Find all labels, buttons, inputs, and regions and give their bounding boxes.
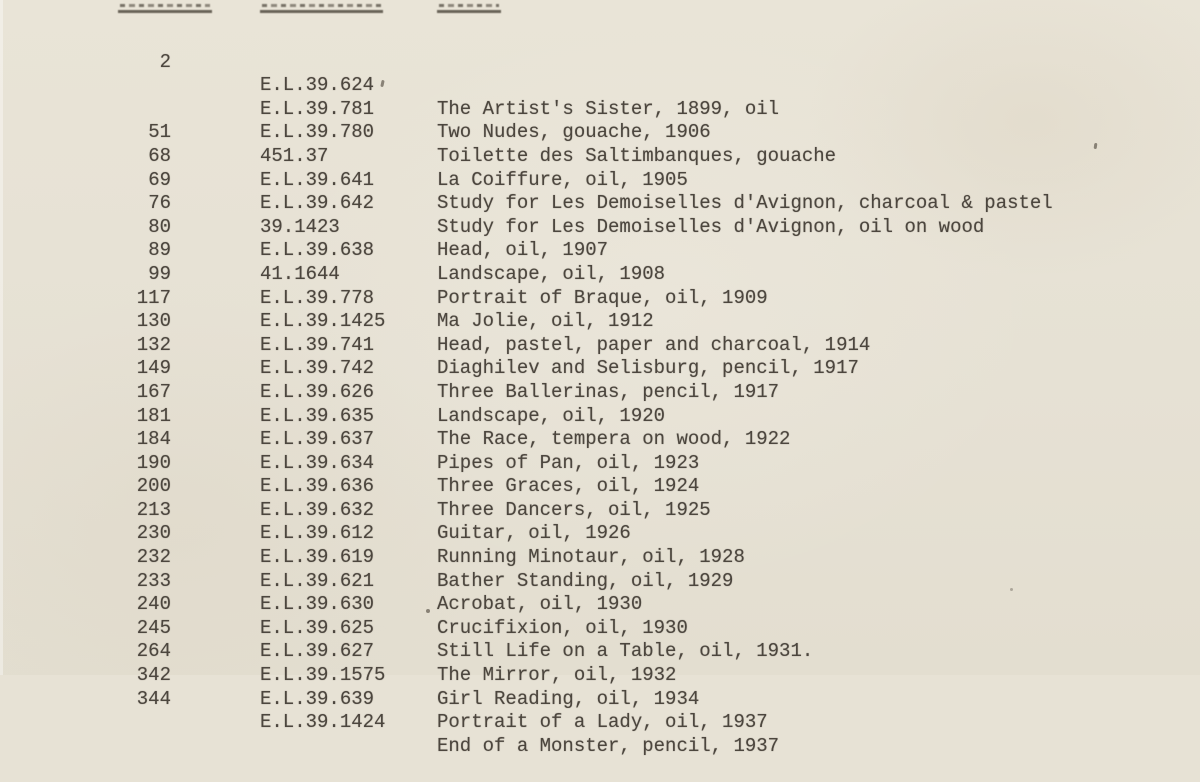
catalog-number: 213 bbox=[136, 498, 171, 521]
accession-number: E.L.39.641 bbox=[260, 168, 375, 191]
catalog-number: 245 bbox=[136, 616, 171, 639]
accession-number: E.L.39.781 bbox=[260, 97, 375, 120]
artwork-title: Acrobat, oil, 1930 bbox=[437, 593, 643, 616]
artwork-title: Study for Les Demoiselles d'Avignon, charcoal & pastel bbox=[437, 192, 1053, 215]
catalog-number: 76 bbox=[148, 192, 171, 215]
cutoff-column-header-underline-2 bbox=[260, 0, 383, 13]
catalog-number: 51 bbox=[148, 121, 171, 144]
artwork-title: Portrait of Braque, oil, 1909 bbox=[437, 286, 768, 309]
artwork-title: Guitar, oil, 1926 bbox=[437, 522, 631, 545]
artwork-title: La Coiffure, oil, 1905 bbox=[437, 168, 688, 191]
accession-number: E.L.39.741 bbox=[260, 333, 375, 356]
accession-number: E.L.39.612 bbox=[260, 522, 375, 545]
accession-number: E.L.39.742 bbox=[260, 357, 375, 380]
catalog-number: 232 bbox=[136, 546, 171, 569]
accession-number: 451.37 bbox=[260, 144, 329, 167]
catalog-number: 264 bbox=[136, 640, 171, 663]
artwork-title: Running Minotaur, oil, 1928 bbox=[437, 546, 745, 569]
artwork-title: The Mirror, oil, 1932 bbox=[437, 664, 677, 687]
catalog-number: 233 bbox=[136, 569, 171, 592]
cutoff-column-header-underline-1 bbox=[118, 0, 212, 13]
accession-number: E.L.39.621 bbox=[260, 569, 375, 592]
catalog-number: 149 bbox=[136, 357, 171, 380]
catalog-number: 190 bbox=[136, 451, 171, 474]
catalog-number: 240 bbox=[136, 593, 171, 616]
accession-number: E.L.39.636 bbox=[260, 475, 375, 498]
accession-number: E.L.39.630 bbox=[260, 593, 375, 616]
catalog-number: 342 bbox=[136, 664, 171, 687]
artwork-title: Portrait of a Lady, oil, 1937 bbox=[437, 711, 768, 734]
catalog-number: 2 bbox=[159, 50, 171, 73]
artwork-title: Bather Standing, oil, 1929 bbox=[437, 569, 734, 592]
accession-number: E.L.39.1424 bbox=[260, 711, 386, 734]
catalog-number: 89 bbox=[148, 239, 171, 262]
catalog-number: 68 bbox=[148, 144, 171, 167]
accession-number: E.L.39.642 bbox=[260, 192, 375, 215]
accession-number: E.L.39.780 bbox=[260, 121, 375, 144]
catalog-number: 99 bbox=[148, 262, 171, 285]
catalog-number: 130 bbox=[136, 310, 171, 333]
accession-number: E.L.39.638 bbox=[260, 239, 375, 262]
artwork-title: The Race, tempera on wood, 1922 bbox=[437, 428, 791, 451]
accession-number: E.L.39.627 bbox=[260, 640, 375, 663]
artwork-title: Three Dancers, oil, 1925 bbox=[437, 498, 711, 521]
artwork-title: Study for Les Demoiselles d'Avignon, oil on wood bbox=[437, 215, 985, 238]
artwork-title: Girl Reading, oil, 1934 bbox=[437, 687, 700, 710]
artwork-title: Toilette des Saltimbanques, gouache bbox=[437, 144, 837, 167]
catalog-number: 69 bbox=[148, 168, 171, 191]
artwork-title: Landscape, oil, 1920 bbox=[437, 404, 666, 427]
accession-number: E.L.39.1575 bbox=[260, 664, 386, 687]
artwork-title: End of a Monster, pencil, 1937 bbox=[437, 734, 780, 757]
accession-number: E.L.39.624 bbox=[260, 74, 375, 97]
catalog-list bbox=[0, 27, 1200, 757]
accession-number: E.L.39.637 bbox=[260, 428, 375, 451]
ink-speck bbox=[1010, 588, 1013, 591]
accession-number: E.L.39.619 bbox=[260, 546, 375, 569]
catalog-number: 80 bbox=[148, 215, 171, 238]
catalog-number: 230 bbox=[136, 522, 171, 545]
artwork-title: Ma Jolie, oil, 1912 bbox=[437, 310, 654, 333]
cutoff-column-header-underline-3 bbox=[437, 0, 501, 13]
catalog-number: 132 bbox=[136, 333, 171, 356]
artwork-title: Head, pastel, paper and charcoal, 1914 bbox=[437, 333, 871, 356]
accession-number: E.L.39.1425 bbox=[260, 310, 386, 333]
artwork-title: Three Graces, oil, 1924 bbox=[437, 475, 700, 498]
accession-number: E.L.39.635 bbox=[260, 404, 375, 427]
accession-number: E.L.39.778 bbox=[260, 286, 375, 309]
accession-number: E.L.39.626 bbox=[260, 380, 375, 403]
accession-number: E.L.39.639 bbox=[260, 687, 375, 710]
ink-speck bbox=[426, 609, 430, 613]
artwork-title: The Artist's Sister, 1899, oil bbox=[437, 97, 780, 120]
accession-number: 41.1644 bbox=[260, 262, 340, 285]
catalog-number: 184 bbox=[136, 428, 171, 451]
accession-number: E.L.39.634 bbox=[260, 451, 375, 474]
catalog-number: 117 bbox=[136, 286, 171, 309]
accession-number: E.L.39.632 bbox=[260, 498, 375, 521]
artwork-title: Three Ballerinas, pencil, 1917 bbox=[437, 380, 780, 403]
artwork-title: Two Nudes, gouache, 1906 bbox=[437, 121, 711, 144]
catalog-number: 167 bbox=[136, 380, 171, 403]
artwork-title: Diaghilev and Selisburg, pencil, 1917 bbox=[437, 357, 859, 380]
artwork-title: Still Life on a Table, oil, 1931. bbox=[437, 640, 814, 663]
catalog-number: 200 bbox=[136, 475, 171, 498]
catalog-number: 344 bbox=[136, 687, 171, 710]
accession-number: 39.1423 bbox=[260, 215, 340, 238]
artwork-title: Pipes of Pan, oil, 1923 bbox=[437, 451, 700, 474]
artwork-title: Head, oil, 1907 bbox=[437, 239, 609, 262]
artwork-title: Crucifixion, oil, 1930 bbox=[437, 616, 688, 639]
accession-number: E.L.39.625 bbox=[260, 616, 375, 639]
artwork-title: Landscape, oil, 1908 bbox=[437, 262, 666, 285]
catalog-number: 181 bbox=[136, 404, 171, 427]
